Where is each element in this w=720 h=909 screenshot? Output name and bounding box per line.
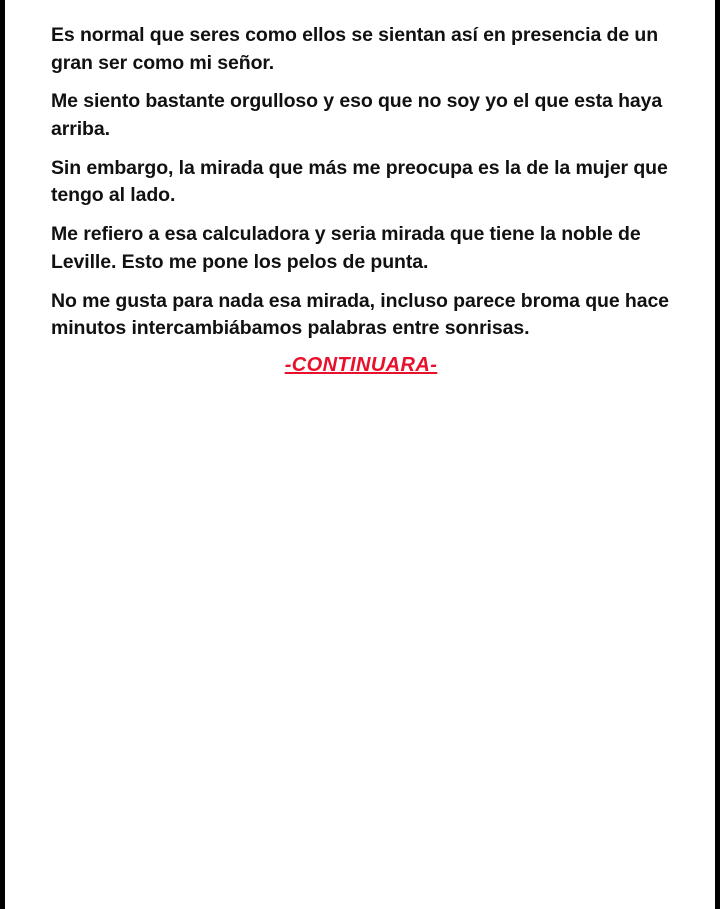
- paragraph-4: Me refiero a esa calculadora y seria mirada que tiene la noble de Leville. Esto me pone los pelos de punta.: [51, 223, 641, 273]
- paragraph-3: Sin embargo, la mirada que más me preocupa es la de la mujer que tengo al lado.: [51, 156, 668, 207]
- ending-note: -CONTINUARA-: [284, 353, 438, 376]
- paragraph-1: Es normal que seres como ellos se sientan así en presencia de un gran ser como mi señor.: [51, 24, 659, 74]
- ending-note-container: [51, 354, 671, 377]
- paragraph-2: Me siento bastante orgulloso y eso que no soy yo el que esta haya arriba.: [51, 90, 663, 141]
- document-body: [5, 0, 715, 377]
- paragraph-5: No me gusta para nada esa mirada, incluso parece broma que hace minutos intercambiábamos palabras entre sonrisas.: [51, 289, 669, 340]
